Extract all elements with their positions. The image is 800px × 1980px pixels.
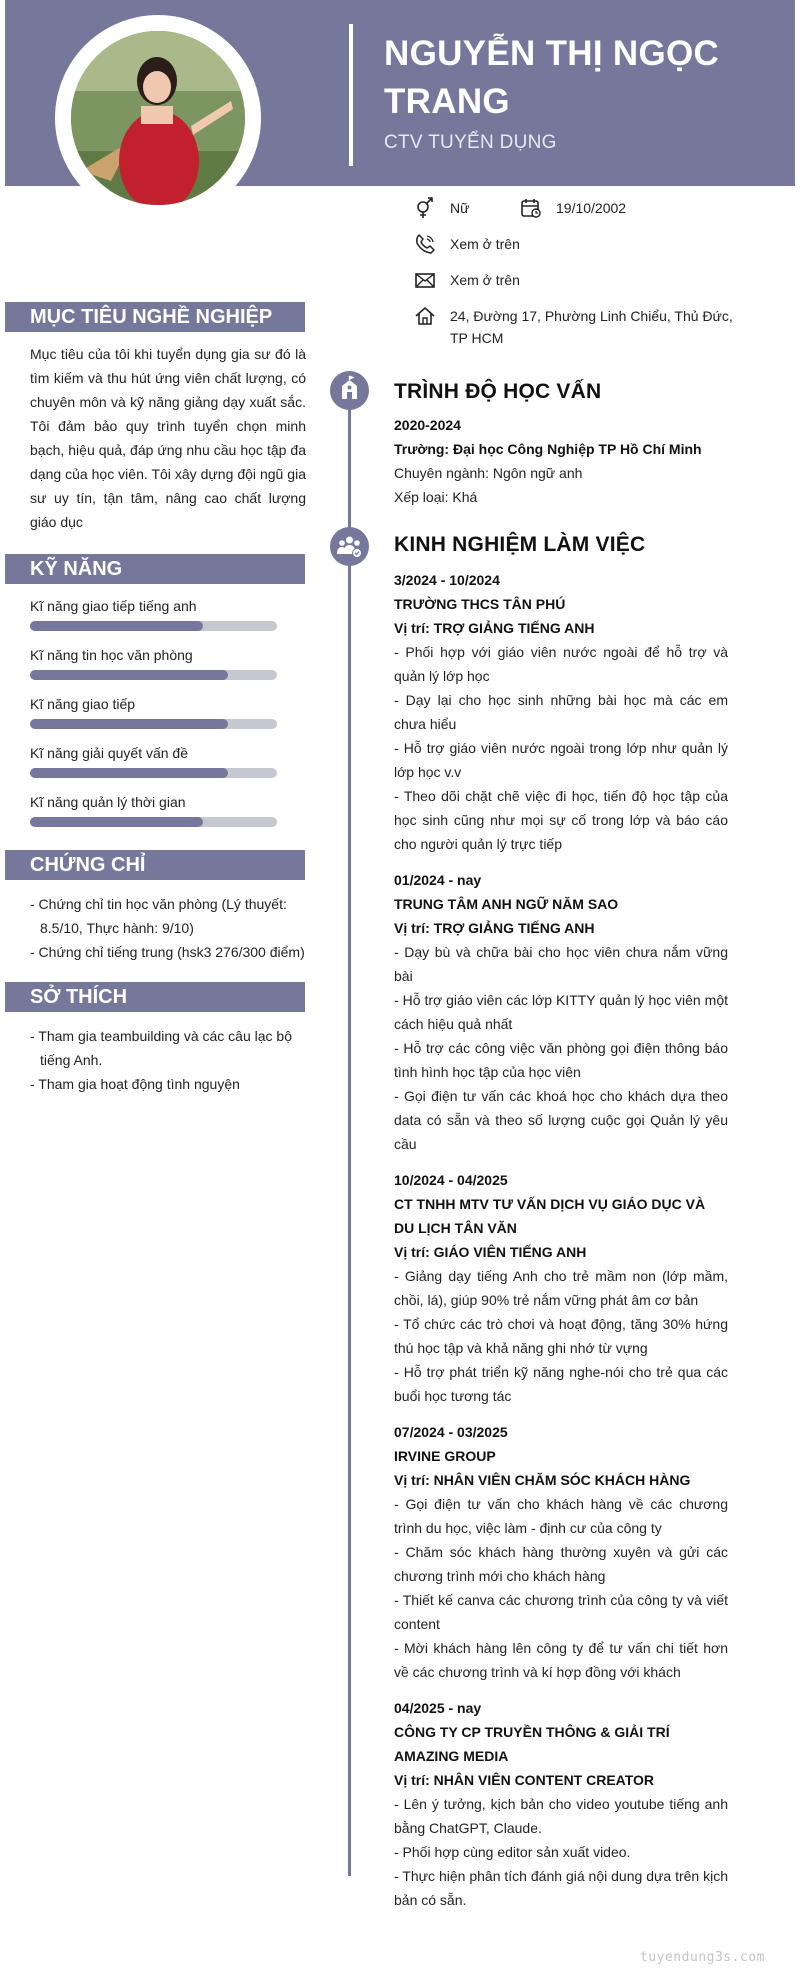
contact-phone xyxy=(414,233,520,255)
candidate-name: NGUYỄN THỊ NGỌC TRANG xyxy=(384,34,720,121)
job-period: 10/2024 - 04/2025 xyxy=(394,1172,508,1188)
job-duty: - Mời khách hàng lên công ty để tư vấn chi tiết hơn về các chương trình và kí hợp đồng với khách xyxy=(394,1640,728,1680)
job-duty: - Thiết kế canva các chương trình của công ty và viết content xyxy=(394,1592,728,1632)
skill-name: Kĩ năng giao tiếp xyxy=(30,696,136,712)
skill-bar xyxy=(30,670,277,680)
team-icon xyxy=(330,527,369,566)
skill-bar-fill xyxy=(30,768,228,778)
job-duty: - Dạy lại cho học sinh những bài học mà các em chưa hiểu xyxy=(394,692,728,732)
job-position: Vị trí: TRỢ GIẢNG TIẾNG ANH xyxy=(394,620,595,636)
education-grade: Xếp loại: Khá xyxy=(394,489,478,505)
skill-name: Kĩ năng quản lý thời gian xyxy=(30,794,186,810)
job-entry xyxy=(394,1420,728,1684)
job-duty: - Lên ý tưởng, kịch bản cho video youtube tiếng anh bằng ChatGPT, Claude. xyxy=(394,1796,728,1836)
job-duty: - Theo dõi chặt chẽ việc đi học, tiến độ học tập của học sinh cũng như mọi sự cố trong lớp và báo cáo cho người quản lý trực tiếp xyxy=(394,788,728,852)
job-duty: - Hỗ trợ phát triển kỹ năng nghe-nói cho trẻ qua các buổi học tương tác xyxy=(394,1364,728,1404)
job-period: 04/2025 - nay xyxy=(394,1700,482,1716)
job-period: 01/2024 - nay xyxy=(394,872,482,888)
contact-email xyxy=(414,269,520,291)
job-position: Vị trí: TRỢ GIẢNG TIẾNG ANH xyxy=(394,920,595,936)
job-duty: - Dạy bù và chữa bài cho học viên chưa nắm vững bài xyxy=(394,944,728,984)
certificates-heading: CHỨNG CHỈ xyxy=(5,850,305,880)
job-company: IRVINE GROUP xyxy=(394,1448,496,1464)
job-entry xyxy=(394,1696,728,1912)
skill-bar xyxy=(30,621,277,631)
job-duty: - Hỗ trợ giáo viên nước ngoài trong lớp như quản lý lớp học v.v xyxy=(394,740,728,780)
job-position: Vị trí: NHÂN VIÊN CHĂM SÓC KHÁCH HÀNG xyxy=(394,1472,691,1488)
home-icon xyxy=(414,305,436,327)
skill-bar-fill xyxy=(30,719,228,729)
skill-bar-fill xyxy=(30,670,228,680)
list-item: - Tham gia hoạt động tình nguyện xyxy=(30,1076,240,1092)
job-period: 3/2024 - 10/2024 xyxy=(394,572,500,588)
job-duty: - Phối hợp với giáo viên nước ngoài để hỗ trợ và quản lý lớp học xyxy=(394,644,728,684)
education-school: Trường: Đại học Công Nghiệp TP Hồ Chí Minh xyxy=(394,441,702,457)
objective-heading: MỤC TIÊU NGHỀ NGHIỆP xyxy=(5,302,305,332)
job-period: 07/2024 - 03/2025 xyxy=(394,1424,508,1440)
job-duty: - Chăm sóc khách hàng thường xuyên và gửi các chương trình mới cho khách hàng xyxy=(394,1544,728,1584)
job-duty: - Phối hợp cùng editor sản xuất video. xyxy=(394,1844,631,1860)
objective-text: Mục tiêu của tôi khi tuyển dụng gia sư đó là tìm kiếm và thu hút ứng viên chất lượng, có chuyên môn và kỹ năng giảng dạy xuất sắc. Tôi đảm bảo quy trình tuyển chọn minh bạch, hiệu quả, đáp ứng nhu cầu học tập đa dạng của học viên. Tôi xây dựng đội ngũ gia sư uy tín, tận tâm, nâng cao chất lượng giáo dục xyxy=(30,346,306,530)
header-divider xyxy=(349,24,353,166)
experience-heading: KINH NGHIỆM LÀM VIỆC xyxy=(394,533,646,556)
skill-bar xyxy=(30,817,277,827)
job-entry xyxy=(394,568,728,856)
envelope-icon xyxy=(414,269,436,291)
birthday-value: 19/10/2002 xyxy=(556,200,627,216)
phone-icon xyxy=(414,233,436,255)
job-duty: - Thực hiện phân tích đánh giá nội dung dựa trên kịch bản có sẵn. xyxy=(394,1868,728,1908)
experience-list xyxy=(394,568,728,1924)
education-block xyxy=(394,413,734,509)
job-duty: - Hỗ trợ giáo viên các lớp KITTY quản lý học viên một cách hiệu quả nhất xyxy=(394,992,728,1032)
job-duty: - Gọi điện tư vấn cho khách hàng về các chương trình du học, việc làm - định cư của công ty xyxy=(394,1496,728,1536)
contact-gender xyxy=(414,197,469,219)
skill-bar-fill xyxy=(30,621,203,631)
education-major: Chuyên ngành: Ngôn ngữ anh xyxy=(394,465,583,481)
email-value: Xem ở trên xyxy=(450,272,520,288)
certificates-list xyxy=(30,892,310,964)
skill-name: Kĩ năng tin học văn phòng xyxy=(30,647,193,663)
job-entry xyxy=(394,1168,728,1408)
timeline-line xyxy=(348,376,351,1876)
job-duty: - Giảng dạy tiếng Anh cho trẻ mầm non (lớp mầm, chồi, lá), giúp 90% trẻ nắm vững phát âm cơ bản xyxy=(394,1268,728,1308)
skills-heading: KỸ NĂNG xyxy=(5,554,305,584)
job-entry xyxy=(394,868,728,1156)
education-period: 2020-2024 xyxy=(394,417,461,433)
job-position: Vị trí: NHÂN VIÊN CONTENT CREATOR xyxy=(394,1772,655,1788)
skill-name: Kĩ năng giải quyết vấn đề xyxy=(30,745,189,761)
address-value: 24, Đường 17, Phường Linh Chiểu, Thủ Đức, TP HCM xyxy=(450,308,733,346)
candidate-role: CTV TUYỂN DỤNG xyxy=(384,132,557,153)
skill-name: Kĩ năng giao tiếp tiếng anh xyxy=(30,598,197,614)
watermark: tuyendung3s.com xyxy=(640,1950,765,1965)
contact-birthday xyxy=(520,197,626,219)
school-icon xyxy=(330,371,369,410)
gender-value: Nữ xyxy=(450,200,470,216)
hobbies-heading: SỞ THÍCH xyxy=(5,982,305,1012)
education-heading: TRÌNH ĐỘ HỌC VẤN xyxy=(394,380,602,403)
contact-address xyxy=(414,305,754,349)
list-item: - Tham gia teambuilding và các câu lạc bộ tiếng Anh. xyxy=(30,1028,292,1068)
gender-icon xyxy=(414,197,436,219)
avatar xyxy=(71,31,245,205)
job-company: CÔNG TY CP TRUYỀN THÔNG & GIẢI TRÍ AMAZING MEDIA xyxy=(394,1724,670,1764)
skill-bar xyxy=(30,719,277,729)
job-duty: - Tổ chức các trò chơi và hoạt động, tăng 30% hứng thú học tập và khả năng ghi nhớ từ vựng xyxy=(394,1316,728,1356)
job-duty: - Gọi điện tư vấn các khoá học cho khách dựa theo data có sẵn và theo số lượng cuộc gọi Quản lý yêu cầu xyxy=(394,1088,728,1152)
job-company: TRƯỜNG THCS TÂN PHÚ xyxy=(394,596,566,612)
phone-value: Xem ở trên xyxy=(450,236,520,252)
job-company: TRUNG TÂM ANH NGỮ NĂM SAO xyxy=(394,896,619,912)
skill-bar-fill xyxy=(30,817,203,827)
job-company: CT TNHH MTV TƯ VẤN DỊCH VỤ GIÁO DỤC VÀ DU LỊCH TÂN VĂN xyxy=(394,1196,706,1236)
job-position: Vị trí: GIÁO VIÊN TIẾNG ANH xyxy=(394,1244,587,1260)
job-duty: - Hỗ trợ các công việc văn phòng gọi điện thông báo tình hình học tập của học viên xyxy=(394,1040,728,1080)
avatar-photo-icon xyxy=(71,31,245,205)
list-item: - Chứng chỉ tin học văn phòng (Lý thuyết: 8.5/10, Thực hành: 9/10) xyxy=(30,896,287,936)
hobbies-list xyxy=(30,1024,310,1096)
skill-bar xyxy=(30,768,277,778)
calendar-icon xyxy=(520,197,542,219)
list-item: - Chứng chỉ tiếng trung (hsk3 276/300 điểm) xyxy=(30,944,305,960)
